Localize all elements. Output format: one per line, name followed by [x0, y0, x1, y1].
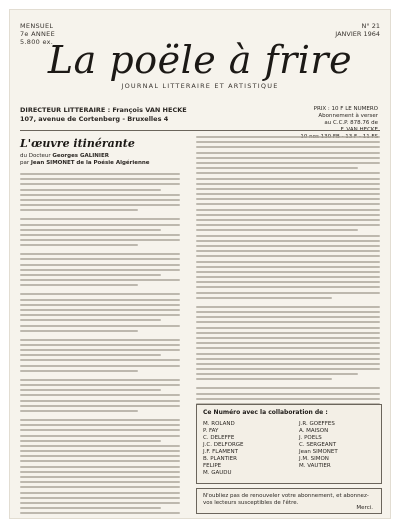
contributors-column-2 — [299, 421, 379, 470]
issue-date: JANVIER 1964 — [335, 30, 380, 38]
contributors-column-1 — [203, 421, 289, 477]
director-name: François VAN HECKE — [112, 106, 187, 114]
subscription-notice-box — [196, 488, 382, 514]
ccp-line: au C.C.P. 878.76 de — [324, 120, 378, 126]
director-label: DIRECTEUR LITTERAIRE : — [20, 106, 111, 114]
notice-thanks: Merci. — [356, 505, 373, 511]
contributor-name: C. SERGEANT — [299, 442, 337, 448]
article-byline-2 — [20, 160, 180, 167]
article-body-text — [20, 173, 180, 518]
article-byline-1 — [20, 153, 180, 160]
contributors-box — [196, 404, 382, 484]
header-divider — [20, 130, 380, 131]
contributor-name: M. VAUTIER — [299, 463, 331, 469]
subscription-line: Abonnement à verser — [318, 113, 378, 119]
contributor-name: J.R. GOEFFES — [299, 421, 335, 427]
article-title: L'œuvre itinérante — [20, 137, 135, 150]
contributor-name: B. PLANTIER — [203, 456, 237, 462]
print-run: 5.800 ex. — [20, 38, 54, 46]
contributor-name: M. GAUDU — [203, 470, 232, 476]
byline-prefix: par — [20, 160, 30, 166]
contributor-name: J.F. FLAMENT — [203, 449, 238, 455]
contributors-title: Ce Numéro avec la collaboration de : — [203, 409, 328, 416]
contributor-name: M. ROLAND — [203, 421, 235, 427]
subscription-notice-text: N'oubliez pas de renouveler votre abonnement, et abonnez-vos lecteurs susceptibles de l'être. — [203, 493, 369, 506]
editorial-info — [20, 106, 187, 124]
contributor-name: J. POELS — [299, 435, 322, 441]
frequency-label: MENSUEL — [20, 22, 54, 30]
contributor-name: A. MAISON — [299, 428, 329, 434]
editorial-address: 107, avenue de Cortenberg - Bruxelles 4 — [20, 115, 169, 123]
article-left-column — [20, 134, 180, 518]
volume-year: 7e ANNEE — [20, 30, 55, 38]
contributor-name: FELIPE — [203, 463, 222, 469]
byline-prefix: du Docteur — [20, 153, 51, 159]
price-line: PRIX : 10 F LE NUMERO — [313, 106, 378, 112]
article-body-text-continued — [196, 136, 380, 445]
newspaper-page — [10, 10, 390, 518]
issue-info — [335, 22, 380, 38]
contributor-name: Jean SIMONET — [299, 449, 338, 455]
contributor-name: J.C. DELFORGE — [203, 442, 244, 448]
masthead-title: La poële à frire — [47, 38, 353, 82]
contributor-name: P. FAY — [203, 428, 219, 434]
byline-author: Jean SIMONET de la Poésie Algérienne — [30, 160, 150, 166]
masthead-subtitle: JOURNAL LITTERAIRE ET ARTISTIQUE — [121, 82, 279, 90]
contributor-name: C. DELEFFE — [203, 435, 235, 441]
byline-subject: Georges GALINIER — [52, 153, 109, 159]
contributor-name: J.M. SIMON — [299, 456, 329, 462]
issue-number: N° 21 — [361, 22, 380, 30]
